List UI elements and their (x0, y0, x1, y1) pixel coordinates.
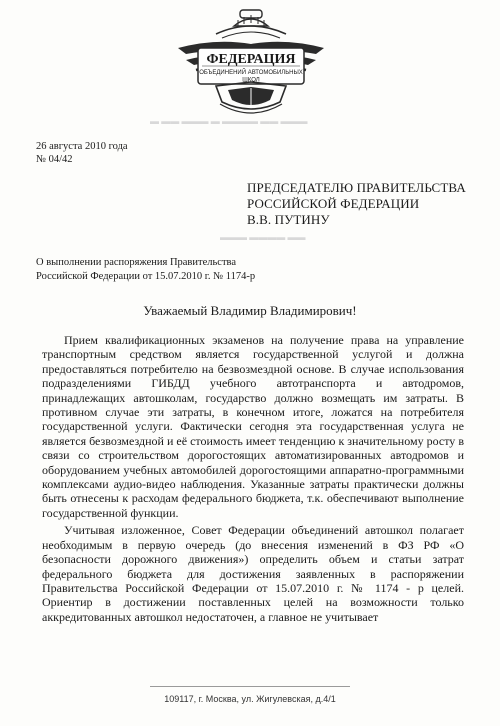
federation-logo (176, 4, 326, 122)
letter-meta (36, 140, 128, 166)
addressee-line: РОССИЙСКОЙ ФЕДЕРАЦИИ (247, 196, 420, 211)
salutation: Уважаемый Владимир Владимирович! (143, 303, 357, 318)
subject-line: О выполнении распоряжения Правительства (36, 257, 237, 268)
shield-icon (216, 82, 286, 113)
logo-subtitle-line2: ШКОЛ (242, 77, 260, 84)
footer-divider (150, 686, 350, 687)
letter-date: 26 августа 2010 года (36, 141, 128, 152)
addressee-line: В.В. ПУТИНУ (247, 212, 330, 227)
logo-banner (198, 48, 304, 84)
footer-address: 109117, г. Москва, ул. Жигулевская, д.4/1 (164, 694, 336, 704)
crown-icon (216, 10, 286, 38)
addressee-block (247, 180, 466, 228)
body-paragraph: Прием квалификационных экзаменов на получение права на управление транспортным средством является государственной услугой и должна предоставляться потребителю на безвозмездной основе. В случае использования подразделениями ГИБДД учебного автотранспорта и автодромов, принадлежащих автошколам, государство должно возмещать им затраты. В противном случае эти затраты, в конечном итоге, ложатся на потребителя государственной услуги. Фактически сегодня эта государственная услуга не является безвозмездной и её стоимость имеет тенденцию к значительному росту в связи со строительством дорогостоящих автоматизированных автодромов и оборудованием учебных автомобилей дорогостоящими аппаратно-программными комплексами аудио-видео наблюдения. Указанные затраты практически должны быть отнесены к расходам федерального бюджета, т.к. обеспечивают выполнение государственной функции. (42, 333, 464, 520)
bleed-through-mark: ▬▬▬ ▬▬▬▬ ▬▬ (220, 232, 306, 242)
letter-body (42, 333, 464, 624)
letter-number: № 04/42 (36, 154, 73, 165)
addressee-line: ПРЕДСЕДАТЕЛЮ ПРАВИТЕЛЬСТВА (247, 180, 466, 195)
bleed-through-mark: ▬ ▬▬ ▬▬▬ ▬ ▬▬▬▬ ▬▬ ▬▬▬ (150, 116, 308, 126)
logo-subtitle-line1: ОБЪЕДИНЕНИЙ АВТОМОБИЛЬНЫХ (199, 70, 303, 76)
subject-line: Российской Федерации от 15.07.2010 г. № 1174-р (36, 270, 256, 282)
letter-subject (36, 256, 255, 283)
logo-title: ФЕДЕРАЦИЯ (206, 52, 296, 67)
body-paragraph: Учитывая изложенное, Совет Федерации объединений автошкол полагает необходимым в первую очередь (до внесения изменений в ФЗ РФ «О безопасности дорожного движения») определить объем и статьи затрат федерального бюджета для достижения заявленных в распоряжении Правительства Российской Федерации от 15.07.2010 г. № 1174 - р целей. Ориентир в достижении поставленных целей на возможности только аккредитованных автошкол недостаточен, а главное не учитывает (42, 523, 464, 624)
